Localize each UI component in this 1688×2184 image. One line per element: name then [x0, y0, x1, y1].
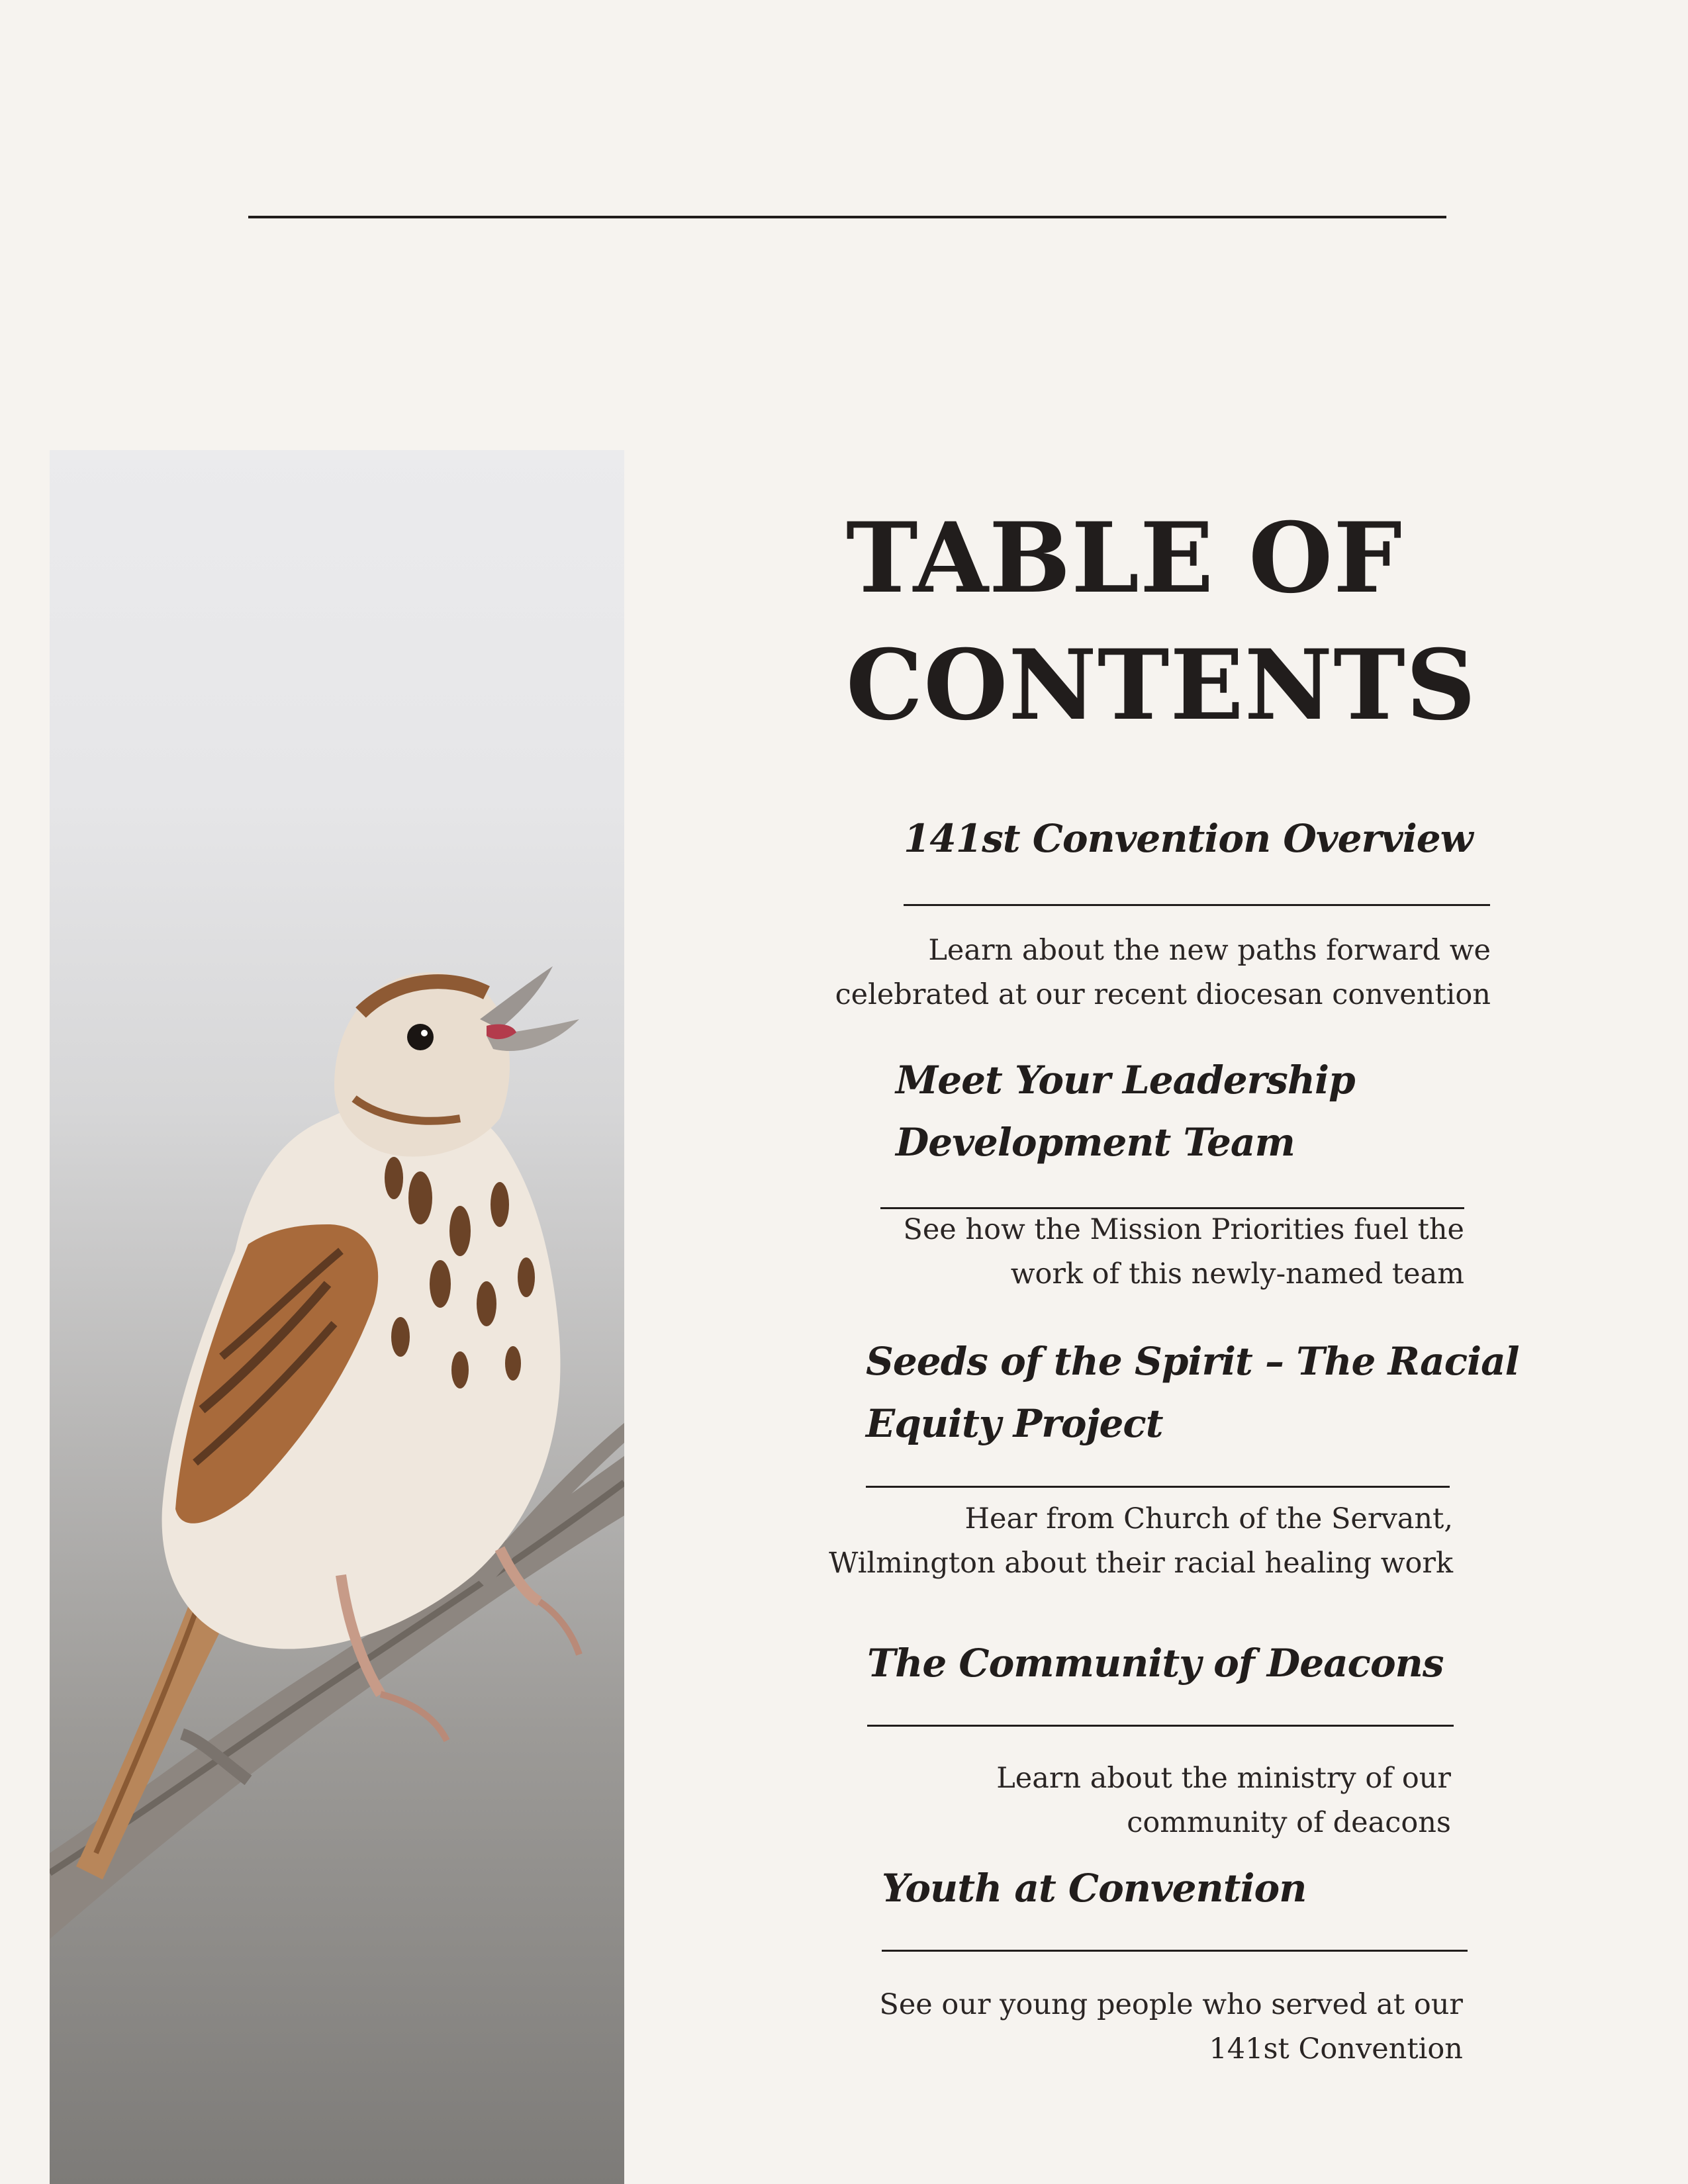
toc-entry-title-1-line-1: 141st Convention Overview	[904, 816, 1473, 861]
page-title-line-1: TABLE OF	[846, 502, 1403, 615]
toc-entry-rule-4	[867, 1725, 1454, 1727]
toc-entry-title-3[interactable]	[866, 1330, 1519, 1455]
toc-entry-desc-4-line-2: community of deacons	[1127, 1806, 1451, 1839]
toc-entry-title-5[interactable]	[882, 1857, 1306, 1919]
page-title-line-2: CONTENTS	[846, 629, 1477, 742]
toc-entry-desc-1	[827, 929, 1491, 1017]
toc-entry-rule-1	[904, 904, 1490, 906]
toc-entry-rule-3	[866, 1486, 1450, 1488]
toc-entry-desc-5	[827, 1983, 1463, 2071]
toc-entry-desc-5-line-1: See our young people who served at our	[879, 1988, 1463, 2021]
toc-entry-title-1[interactable]	[904, 807, 1473, 870]
toc-entry-rule-5	[882, 1950, 1468, 1952]
toc-entry-desc-2-line-2: work of this newly-named team	[1010, 1257, 1464, 1291]
toc-entry-title-2-line-1: Meet Your Leadership	[896, 1058, 1355, 1103]
toc-entry-desc-1-line-1: Learn about the new paths forward we	[928, 934, 1491, 967]
toc-entry-desc-4-line-1: Learn about the ministry of our	[996, 1762, 1451, 1795]
sparrow-illustration	[50, 450, 624, 2184]
toc-entry-desc-2-line-1: See how the Mission Priorities fuel the	[903, 1213, 1464, 1246]
toc-entry-desc-3-line-2: Wilmington about their racial healing work	[829, 1547, 1453, 1580]
toc-entry-desc-1-line-2: celebrated at our recent diocesan convention	[835, 978, 1491, 1011]
toc-entry-desc-3	[814, 1497, 1453, 1586]
sparrow-photo	[50, 450, 624, 2184]
toc-entry-desc-5-line-2: 141st Convention	[1209, 2032, 1463, 2066]
toc-entry-title-4-line-1: The Community of Deacons	[867, 1641, 1444, 1686]
toc-entry-title-2[interactable]	[896, 1049, 1355, 1173]
toc-entry-title-2-line-2: Development Team	[896, 1120, 1295, 1165]
toc-entry-desc-2	[827, 1208, 1464, 1297]
page-title	[846, 495, 1541, 749]
toc-entry-title-4[interactable]	[867, 1632, 1444, 1694]
toc-entry-desc-4	[827, 1756, 1451, 1845]
top-divider	[248, 216, 1446, 218]
toc-entry-title-3-line-2: Equity Project	[866, 1401, 1163, 1446]
toc-entry-title-5-line-1: Youth at Convention	[882, 1866, 1307, 1911]
toc-entry-title-3-line-1: Seeds of the Spirit – The Racial	[866, 1339, 1519, 1384]
toc-entry-desc-3-line-1: Hear from Church of the Servant,	[964, 1502, 1453, 1535]
